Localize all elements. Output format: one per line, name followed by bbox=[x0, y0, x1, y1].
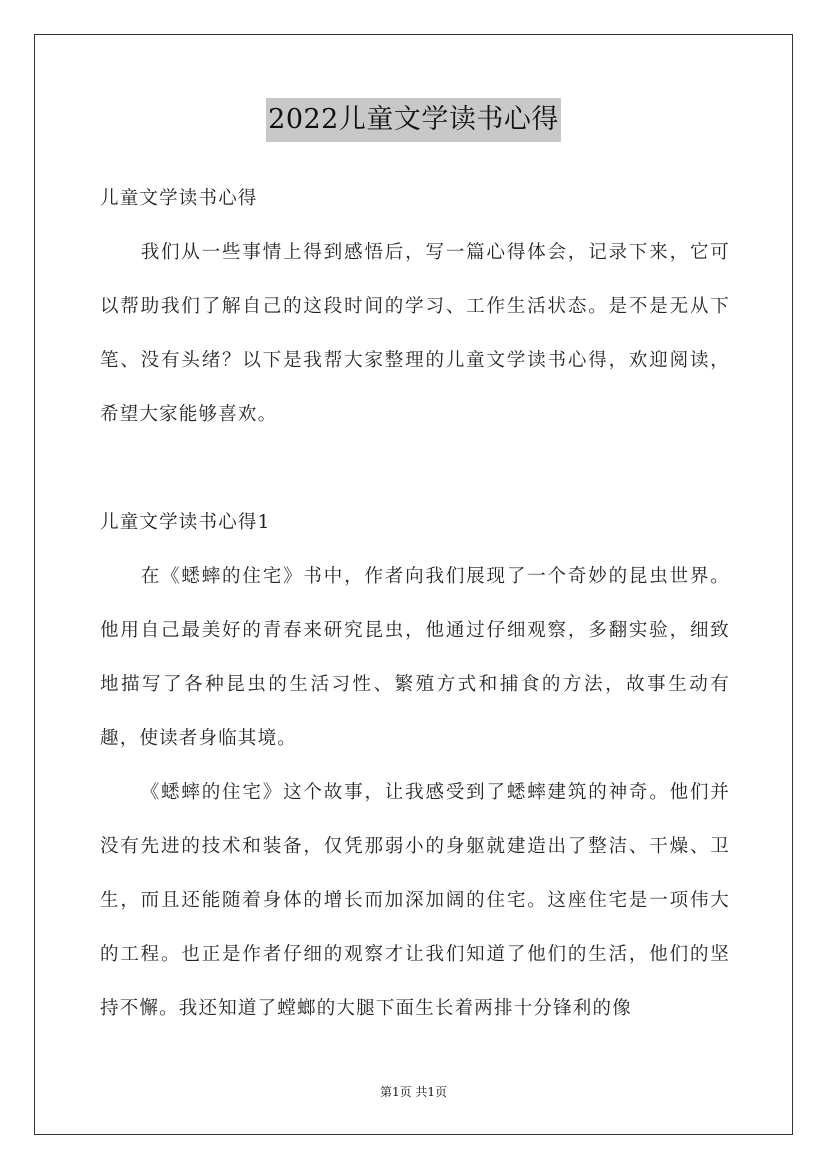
section1-paragraph-2: 《蟋蟀的住宅》这个故事，让我感受到了蟋蟀建筑的神奇。他们并没有先进的技术和装备，仅凭那弱小的身躯就建造出了整洁、干燥、卫生，而且还能随着身体的增长而加深加阔的住宅。这座住宅是一项伟大的工程。也正是作者仔细的观察才让我们知道了他们的生活，他们的坚持不懈。我还知道了螳螂的大腿下面生长着两排十分锋利的像 bbox=[100, 782, 730, 1019]
page-footer bbox=[0, 1083, 827, 1100]
document-body bbox=[100, 172, 730, 1036]
section-spacer bbox=[100, 442, 730, 496]
intro-heading: 儿童文学读书心得 bbox=[100, 188, 258, 209]
document-title: 2022儿童文学读书心得 bbox=[266, 98, 561, 142]
title-wrap bbox=[0, 98, 827, 142]
page-number: 第1页 共1页 bbox=[379, 1085, 448, 1099]
section1-heading: 儿童文学读书心得1 bbox=[100, 512, 271, 533]
section1-paragraph-1: 在《蟋蟀的住宅》书中，作者向我们展现了一个奇妙的昆虫世界。他用自己最美好的青春来研究昆虫，他通过仔细观察，多翻实验，细致地描写了各种昆虫的生活习性、繁殖方式和捕食的方法，故事生动有趣，使读者身临其境。 bbox=[100, 566, 730, 749]
intro-paragraph: 我们从一些事情上得到感悟后，写一篇心得体会，记录下来，它可以帮助我们了解自己的这段时间的学习、工作生活状态。是不是无从下笔、没有头绪？以下是我帮大家整理的儿童文学读书心得，欢迎阅读，希望大家能够喜欢。 bbox=[100, 242, 730, 425]
